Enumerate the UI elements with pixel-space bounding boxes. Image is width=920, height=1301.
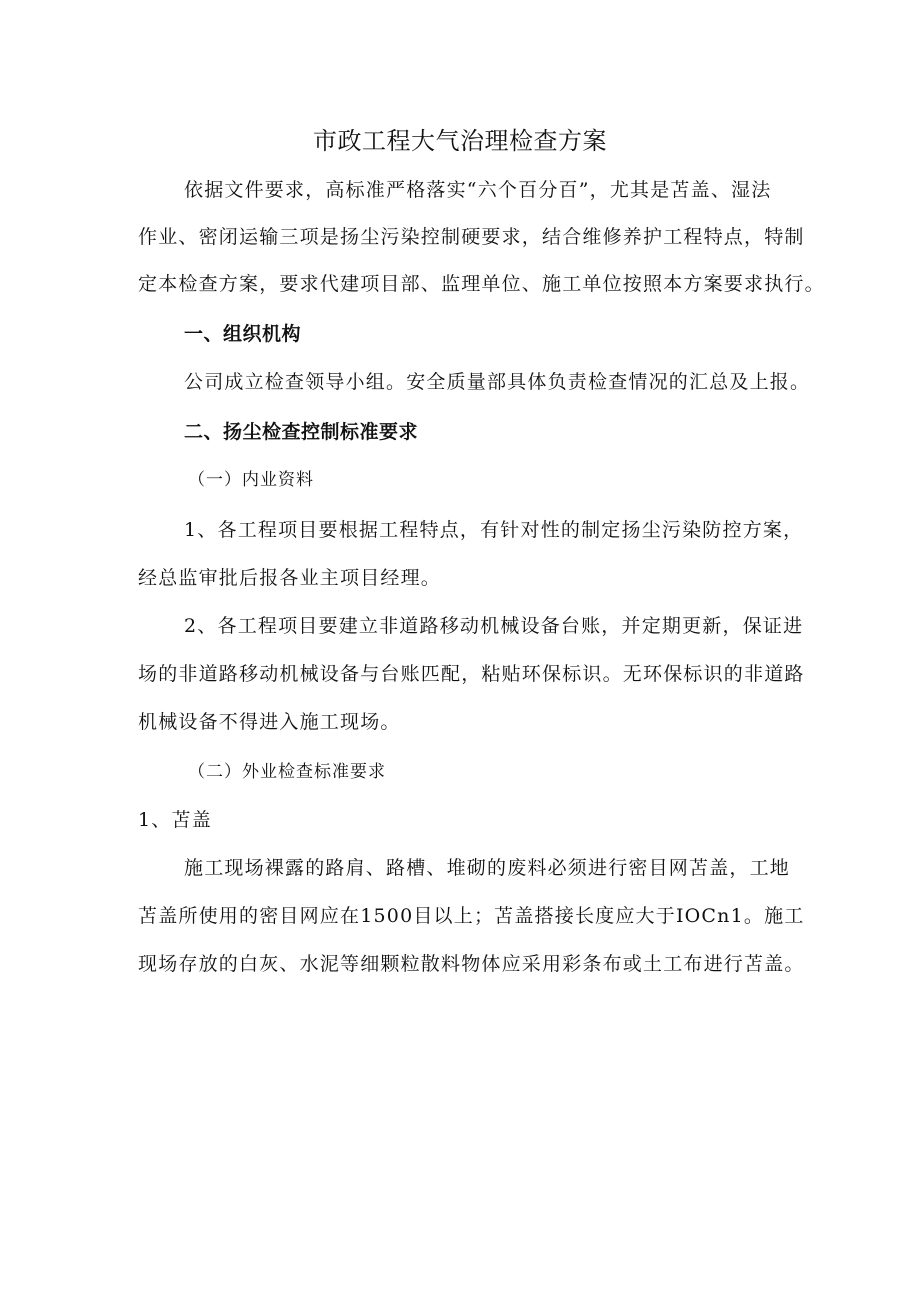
item-2-line-1: 2、各工程项目要建立非道路移动机械设备台账，并定期更新，保证进: [184, 615, 804, 637]
intro-line-1: 依据文件要求，高标准严格落实“六个百分百”，尤其是苫盖、湿法: [184, 179, 772, 201]
item-2-line-2: 场的非道路移动机械设备与台账匹配，粘贴环保标识。无环保标识的非道路: [138, 663, 805, 685]
section-2-heading: 二、扬尘检查控制标准要求: [184, 421, 419, 443]
section-1-heading: 一、组织机构: [184, 323, 302, 345]
covering-line-3: 现场存放的白灰、水泥等细颗粒散料物体应采用彩条布或土工布进行苫盖。: [138, 953, 805, 975]
intro-line-2: 作业、密闭运输三项是扬尘污染控制硬要求，结合维修养护工程特点，特制: [138, 226, 805, 248]
item-2-line-3: 机械设备不得进入施工现场。: [138, 711, 401, 733]
item-1-line-2: 经总监审批后报各业主项目经理。: [138, 567, 442, 589]
covering-line-1: 施工现场裸露的路肩、路槽、堆砌的废料必须进行密目网苫盖，工地: [184, 857, 791, 879]
document-title: 市政工程大气治理检查方案: [313, 127, 607, 155]
subsection-2-heading: （二）外业检查标准要求: [188, 762, 386, 782]
covering-heading: 1、苫盖: [138, 809, 212, 831]
item-1-line-1: 1、各工程项目要根据工程特点，有针对性的制定扬尘污染防控方案，: [184, 519, 804, 541]
subsection-1-heading: （一）内业资料: [188, 470, 314, 490]
intro-line-3: 定本检查方案，要求代建项目部、监理单位、施工单位按照本方案要求执行。: [138, 273, 825, 295]
section-1-body: 公司成立检查领导小组。安全质量部具体负责检查情况的汇总及上报。: [184, 371, 811, 393]
covering-line-2: 苫盖所使用的密目网应在1500目以上；苫盖搭接长度应大于IOCn1。施工: [138, 905, 805, 927]
